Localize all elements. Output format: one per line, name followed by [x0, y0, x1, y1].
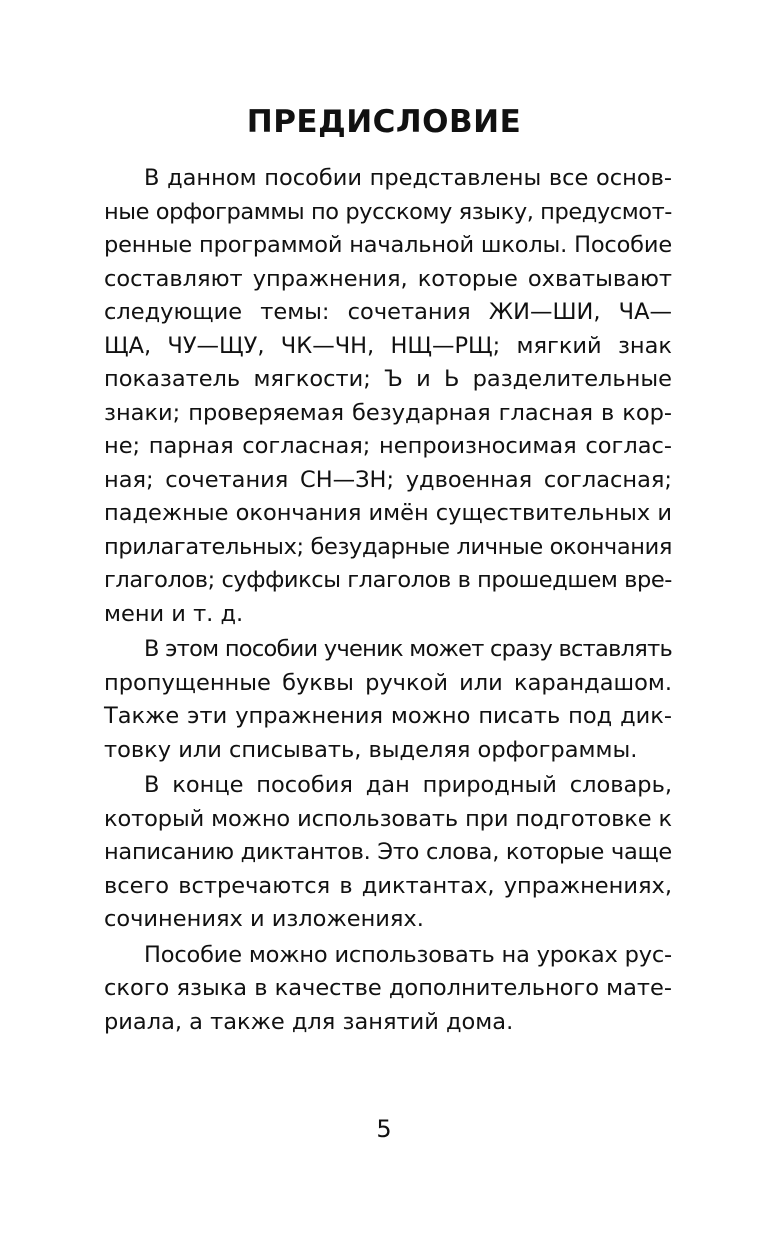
preface-text	[104, 162, 672, 1041]
text-line: знаки; проверяемая безударная гласная в кор-	[104, 399, 672, 426]
text-line: ные орфограммы по русскому языку, предусмот-	[104, 198, 672, 225]
text-line: ная; сочетания СН—ЗН; удвоенная согласная;	[104, 466, 672, 493]
text-line: В этом пособии ученик может сразу вставлять	[144, 636, 672, 662]
text-line: глаголов; суффиксы глаголов в прошедшем вре-	[104, 567, 672, 593]
paragraph-1	[104, 162, 672, 631]
text-line: ЩА, ЧУ—ЩУ, ЧК—ЧН, НЩ—РЩ; мягкий знак	[104, 332, 672, 359]
text-line: В данном пособии представлены все основ-	[144, 165, 672, 191]
text-line: который можно использовать при подготовке к	[104, 805, 672, 832]
text-line: следующие темы: сочетания ЖИ—ШИ, ЧА—	[104, 299, 672, 325]
text-line: риала, а также для занятий дома.	[104, 1008, 514, 1035]
paragraph-3	[104, 769, 672, 937]
text-line: мени и т. д.	[104, 600, 244, 627]
text-line: Также эти упражнения можно писать под дик-	[104, 703, 672, 729]
paragraph-4	[104, 939, 672, 1040]
text-line: показатель мягкости; Ъ и Ь разделительные	[104, 366, 672, 392]
text-line: составляют упражнения, которые охватывают	[104, 265, 672, 292]
text-line: В конце пособия дан природный словарь,	[144, 772, 672, 798]
text-line: Пособие можно использовать на уроках рус-	[144, 941, 672, 968]
page-number: 5	[376, 1115, 392, 1143]
text-line: всего встречаются в диктантах, упражнениях,	[104, 872, 672, 899]
text-line: не; парная согласная; непроизносимая соглас-	[104, 433, 672, 459]
text-line: прилагательных; безударные личные окончания	[104, 533, 672, 560]
page-title: ПРЕДИСЛОВИЕ	[246, 104, 522, 140]
text-line: падежные окончания имён существительных и	[104, 500, 672, 526]
text-line: пропущенные буквы ручкой или карандашом.	[104, 669, 672, 696]
text-line: товку или списывать, выделяя орфограммы.	[104, 736, 638, 763]
paragraph-2	[104, 633, 672, 767]
text-line: ского языка в качестве дополнительного мате-	[104, 975, 672, 1001]
text-line: ренные программой начальной школы. Пособие	[104, 232, 672, 258]
text-line: написанию диктантов. Это слова, которые чаще	[104, 839, 672, 865]
text-line: сочинениях и изложениях.	[104, 906, 424, 932]
